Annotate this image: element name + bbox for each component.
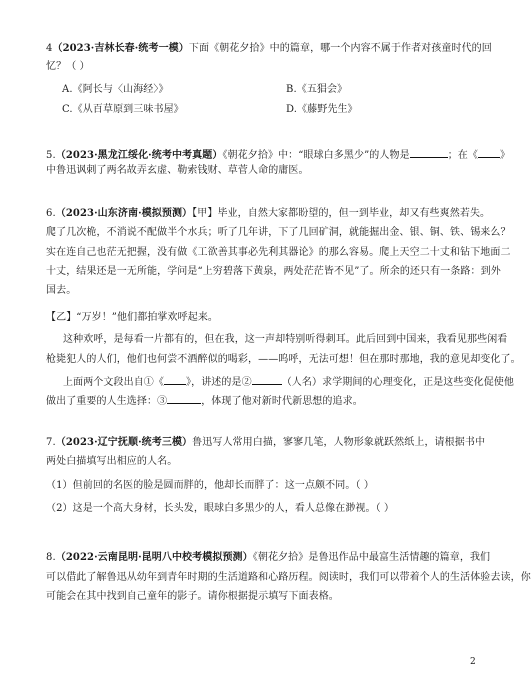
q6-blank-choice[interactable] [167,392,201,404]
q6-number: 6. [46,208,56,219]
q6-blank-book[interactable] [164,373,186,385]
q6-text-8: 枪毙犯人的人们，他们也何尝不酒醉似的喝彩，——呜呼，无法可想！但在那时那地，我的意见却变化了。 [46,354,521,365]
q8-text-1: 《朝花夕拾》是鲁迅作品中最富生活情趣的篇章，我们 [252,552,491,563]
q8-line-1 [46,551,491,566]
q6-line-6 [46,311,460,326]
q7-item-2-text: （2）这是一个高大身材，长头发，眼球白多黑少的人，看人总像在渺视。（ ） [46,503,395,514]
q7-number: 7. [46,437,56,448]
q8-text-2: 可以借此了解鲁迅从幼年到青年时期的生活道路和心路历程。阅读时，我们可以带着个人的生活体验去读，你 [46,572,531,583]
q6-text-9b: 》，讲述的是② [186,377,252,388]
q6-line-2 [46,226,511,241]
q4-option-a[interactable]: A.《阿长与〈山海经〉》 [62,84,169,95]
q6-text-4: 十丈，结果还是一无所能，学问是“上穷碧落下黄泉，两处茫茫皆不见”了。所余的还只有一条路：到外 [46,266,501,277]
q5-text-a: 《朝花夕拾》中：“眼球白多黑少”的人物是 [222,150,410,161]
q4-stem-1: 下面《朝花夕拾》中的篇章，哪一个内容不属于作者对孩童时代的回 [188,43,492,54]
q4-options-row-1 [62,83,460,98]
q5-answer-blank-1[interactable] [410,146,448,158]
q4-options-row-2 [62,103,460,118]
q5-line-2 [46,164,460,179]
q6-line-9 [63,373,515,388]
q6-blank-name[interactable] [252,373,282,385]
q8-text-3: 可能会在其中找到自己童年的影子。请你根据提示填写下面表格。 [46,591,339,602]
q4-number: 4 [46,43,53,54]
q6-text-9a: 上面两个文段出自①《 [63,377,164,388]
q5-number: 5. [46,150,56,161]
q6-text-2: 爬了几次桅，不消说不配做半个水兵；听了几年讲，下了几回矿洞，就能掘出金、银、铜、铁、锡来么？ [46,227,511,238]
q7-text-1: 鲁迅写人常用白描，寥寥几笔，人物形象就跃然纸上，请根据书中 [192,437,486,448]
q4-stem-2: 忆？（ ） [46,61,90,72]
q6-line-5 [46,284,460,299]
q4-option-d[interactable]: D.《藤野先生》 [286,104,358,115]
q7-line-2 [46,455,460,470]
q6-line-4 [46,265,501,280]
q6-text-1: 【甲】毕业，自然大家都盼望的，但一到毕业，却又有些爽然若失。 [192,208,491,219]
q6-text-3: 实在连自己也茫无把握，没有做《工欲善其事必先利其器论》的那么容易。爬上天空二十丈和钻下地面二 [46,247,511,258]
q6-text-7: 这种欢呼，是每看一片都有的，但在我，这一声却特别听得刺耳。此后回到中国来，我看见那些闲看 [63,334,508,345]
q7-item-1-text: （1）但前回的名医的脸是圆而胖的，他却长而胖了：这一点颇不同。（ ） [46,480,374,491]
q5-answer-blank-2[interactable] [478,146,500,158]
q7-source: （2023·辽宁抚顺·统考三模） [55,437,193,448]
q5-text-2: 中鲁迅讽刺了两名故弄玄虚、勒索钱财、草菅人命的庸医。 [46,165,309,176]
q6-text-6: 【乙】“万岁！”他们都拍掌欢呼起来。 [46,312,219,323]
q8-number: 8. [46,552,56,563]
q6-text-10b: ，体现了他对新时代新思想的追求。 [201,396,363,407]
q7-line-1 [46,436,486,451]
q7-item-1[interactable] [46,479,460,494]
q5-line-1 [46,146,511,161]
q6-text-10a: 做出了重要的人生选择：③ [46,396,168,407]
q4-option-c[interactable]: C.《从百草原到三味书屋》 [62,104,184,115]
q5-source: （2023·黑龙江绥化·统考中考真题） [55,150,223,161]
q6-source: （2023·山东济南·模拟预测） [55,208,193,219]
q8-line-2 [46,571,531,586]
q4-line-2 [46,60,460,75]
q6-text-5: 国去。 [46,285,77,296]
q7-text-2: 两处白描填写出相应的人名。 [46,456,178,467]
q6-line-8 [46,353,521,368]
q4-line-1 [46,42,492,57]
q7-item-2[interactable] [46,502,460,517]
q5-text-c: 》 [500,150,511,161]
q6-line-10 [46,392,460,407]
q6-line-3 [46,246,511,261]
q6-text-9c: （人名）求学期间的心理变化，正是这些变化促使他 [281,377,515,388]
q8-line-3 [46,590,460,605]
q8-source: （2022·云南昆明·昆明八中校考模拟预测） [55,552,253,563]
q6-line-7 [63,333,508,348]
q4-source: （2023·吉林长春·统考一模） [52,43,189,54]
q5-text-b: ；在《 [447,150,478,161]
page-number: 2 [470,657,476,667]
q6-line-1 [46,207,491,222]
q4-option-b[interactable]: B.《五猖会》 [286,84,348,95]
